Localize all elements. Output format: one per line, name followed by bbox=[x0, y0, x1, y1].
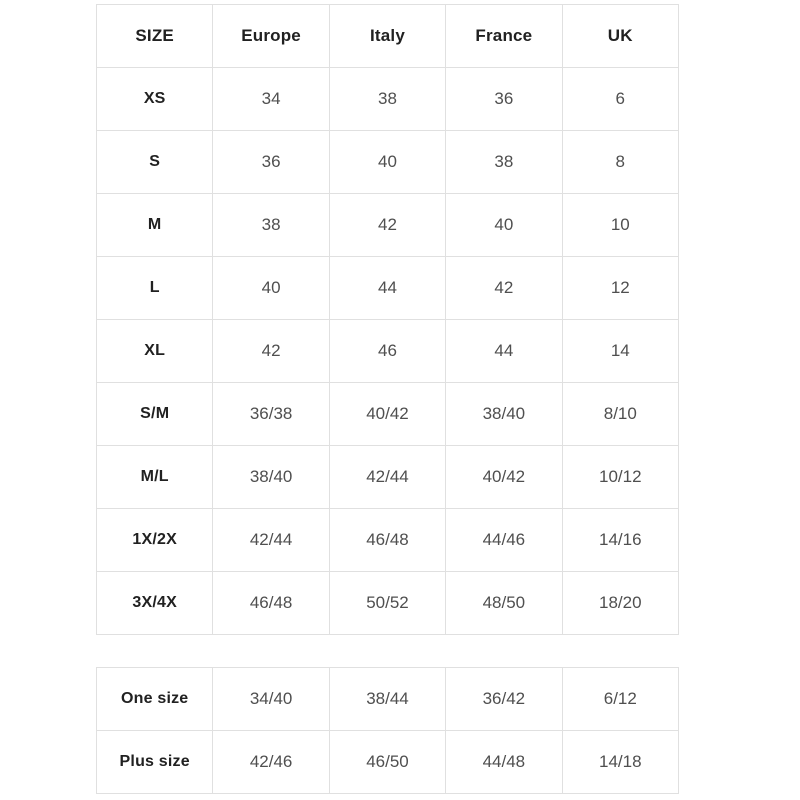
size-value-cell: 38 bbox=[329, 68, 445, 131]
size-value-cell: 44/46 bbox=[446, 509, 562, 572]
size-value-cell: 14/16 bbox=[562, 509, 678, 572]
size-value-cell: 48/50 bbox=[446, 572, 562, 635]
size-value-cell: 14 bbox=[562, 320, 678, 383]
size-value-cell: 42 bbox=[329, 194, 445, 257]
size-value-cell: 42/46 bbox=[213, 731, 329, 794]
size-value-cell: 36 bbox=[446, 68, 562, 131]
table-row bbox=[97, 731, 679, 794]
size-table-header bbox=[97, 5, 679, 68]
size-value-cell: 12 bbox=[562, 257, 678, 320]
size-value-cell: 38 bbox=[213, 194, 329, 257]
size-value-cell: 42 bbox=[213, 320, 329, 383]
size-value-cell: 40 bbox=[329, 131, 445, 194]
size-value-cell: 10/12 bbox=[562, 446, 678, 509]
size-value-cell: 46/50 bbox=[329, 731, 445, 794]
size-value-cell: 8 bbox=[562, 131, 678, 194]
size-label: S bbox=[97, 131, 213, 194]
size-value-cell: 46/48 bbox=[329, 509, 445, 572]
size-label: Plus size bbox=[97, 731, 213, 794]
size-label: 3X/4X bbox=[97, 572, 213, 635]
size-value-cell: 42/44 bbox=[329, 446, 445, 509]
size-value-cell: 50/52 bbox=[329, 572, 445, 635]
size-value-cell: 40 bbox=[213, 257, 329, 320]
one-size-plus-size-table bbox=[96, 667, 679, 794]
size-value-cell: 6/12 bbox=[562, 668, 678, 731]
size-value-cell: 8/10 bbox=[562, 383, 678, 446]
size-value-cell: 34 bbox=[213, 68, 329, 131]
header-row bbox=[97, 5, 679, 68]
size-value-cell: 38 bbox=[446, 131, 562, 194]
table-row bbox=[97, 68, 679, 131]
size-label: M bbox=[97, 194, 213, 257]
size-label: M/L bbox=[97, 446, 213, 509]
size-value-cell: 40 bbox=[446, 194, 562, 257]
size-value-cell: 42 bbox=[446, 257, 562, 320]
size-label: S/M bbox=[97, 383, 213, 446]
size-label: One size bbox=[97, 668, 213, 731]
size-value-cell: 14/18 bbox=[562, 731, 678, 794]
table-row bbox=[97, 257, 679, 320]
size-label: 1X/2X bbox=[97, 509, 213, 572]
size-value-cell: 18/20 bbox=[562, 572, 678, 635]
size-table-body bbox=[97, 68, 679, 635]
size-value-cell: 44/48 bbox=[446, 731, 562, 794]
size-value-cell: 36/38 bbox=[213, 383, 329, 446]
secondary-table-body bbox=[97, 668, 679, 794]
size-value-cell: 46/48 bbox=[213, 572, 329, 635]
table-row bbox=[97, 572, 679, 635]
table-row bbox=[97, 194, 679, 257]
table-row bbox=[97, 668, 679, 731]
size-value-cell: 44 bbox=[446, 320, 562, 383]
table-row bbox=[97, 383, 679, 446]
size-tables-container bbox=[96, 4, 679, 794]
size-value-cell: 6 bbox=[562, 68, 678, 131]
size-value-cell: 38/44 bbox=[329, 668, 445, 731]
table-row bbox=[97, 446, 679, 509]
size-value-cell: 38/40 bbox=[446, 383, 562, 446]
size-conversion-table bbox=[96, 4, 679, 635]
size-label: XS bbox=[97, 68, 213, 131]
region-column-header: Europe bbox=[213, 5, 329, 68]
size-label: XL bbox=[97, 320, 213, 383]
size-value-cell: 38/40 bbox=[213, 446, 329, 509]
size-value-cell: 34/40 bbox=[213, 668, 329, 731]
table-row bbox=[97, 509, 679, 572]
table-row bbox=[97, 131, 679, 194]
size-label: L bbox=[97, 257, 213, 320]
size-value-cell: 36 bbox=[213, 131, 329, 194]
size-value-cell: 44 bbox=[329, 257, 445, 320]
size-value-cell: 36/42 bbox=[446, 668, 562, 731]
region-column-header: France bbox=[446, 5, 562, 68]
size-value-cell: 42/44 bbox=[213, 509, 329, 572]
table-row bbox=[97, 320, 679, 383]
size-value-cell: 46 bbox=[329, 320, 445, 383]
region-column-header: Italy bbox=[329, 5, 445, 68]
size-value-cell: 10 bbox=[562, 194, 678, 257]
size-value-cell: 40/42 bbox=[446, 446, 562, 509]
region-column-header: UK bbox=[562, 5, 678, 68]
size-column-header: SIZE bbox=[97, 5, 213, 68]
size-value-cell: 40/42 bbox=[329, 383, 445, 446]
